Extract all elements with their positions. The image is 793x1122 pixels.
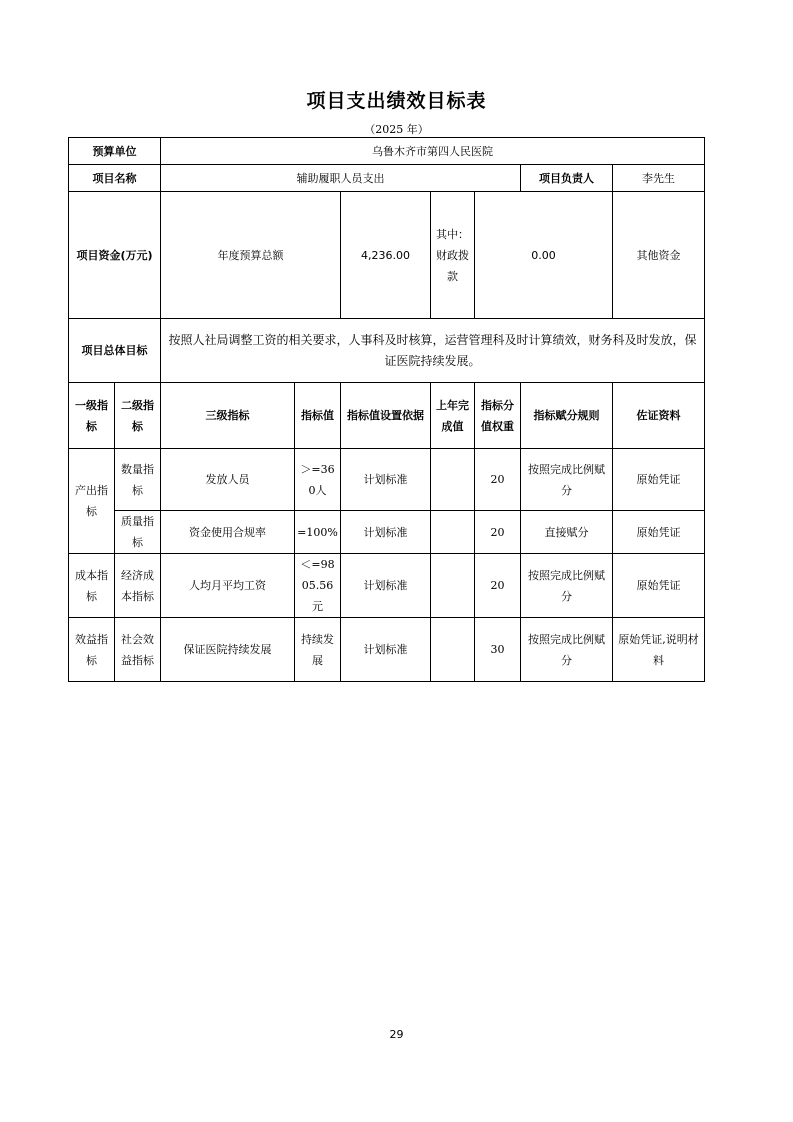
row-value: =100% [295, 511, 341, 554]
table-row [69, 511, 705, 554]
table-row [69, 618, 705, 682]
header-value: 指标值 [295, 383, 341, 449]
row-level3: 人均月平均工资 [161, 554, 295, 618]
row-value: ＞=360人 [295, 449, 341, 511]
performance-table [68, 137, 705, 682]
other-funds-label: 其他资金 [613, 192, 705, 319]
row-weight: 20 [475, 511, 521, 554]
header-rule: 指标赋分规则 [521, 383, 613, 449]
row-weight: 30 [475, 618, 521, 682]
header-level2: 二级指标 [115, 383, 161, 449]
row-evidence: 原始凭证 [613, 511, 705, 554]
row-rule: 按照完成比例赋分 [521, 554, 613, 618]
annual-budget-label: 年度预算总额 [161, 192, 341, 319]
row-weight: 20 [475, 554, 521, 618]
row-evidence: 原始凭证 [613, 554, 705, 618]
row-rule: 直接赋分 [521, 511, 613, 554]
header-row [69, 383, 705, 449]
row-last-year [431, 449, 475, 511]
row-rule: 按照完成比例赋分 [521, 449, 613, 511]
row-basis: 计划标准 [341, 511, 431, 554]
header-basis: 指标值设置依据 [341, 383, 431, 449]
funds-row [69, 192, 705, 319]
row-level3: 资金使用合规率 [161, 511, 295, 554]
row-last-year [431, 618, 475, 682]
budget-unit-value: 乌鲁木齐市第四人民医院 [161, 138, 705, 165]
fiscal-allocation-value: 0.00 [475, 192, 613, 319]
page-number: 29 [389, 1028, 404, 1041]
row-level3: 发放人员 [161, 449, 295, 511]
page-title: 项目支出绩效目标表 [306, 90, 487, 112]
project-owner-label: 项目负责人 [521, 165, 613, 192]
project-owner-value: 李先生 [613, 165, 705, 192]
row-level1: 效益指标 [69, 618, 115, 682]
annual-budget-value: 4,236.00 [341, 192, 431, 319]
row-level1: 产出指标 [69, 449, 115, 554]
row-level2: 质量指标 [115, 511, 161, 554]
row-level3: 保证医院持续发展 [161, 618, 295, 682]
row-evidence: 原始凭证 [613, 449, 705, 511]
row-basis: 计划标准 [341, 449, 431, 511]
row-level2: 社会效益指标 [115, 618, 161, 682]
row-level2: 经济成本指标 [115, 554, 161, 618]
row-value: 持续发展 [295, 618, 341, 682]
row-evidence: 原始凭证,说明材料 [613, 618, 705, 682]
goal-row [69, 319, 705, 383]
row-last-year [431, 554, 475, 618]
budget-unit-label: 预算单位 [69, 138, 161, 165]
row-weight: 20 [475, 449, 521, 511]
row-value: ＜=9805.56元 [295, 554, 341, 618]
budget-unit-row [69, 138, 705, 165]
header-level3: 三级指标 [161, 383, 295, 449]
table-row [69, 449, 705, 511]
row-basis: 计划标准 [341, 618, 431, 682]
header-level1: 一级指标 [69, 383, 115, 449]
year-label: （2025 年） [364, 123, 429, 136]
project-name-value: 辅助履职人员支出 [161, 165, 521, 192]
row-level2: 数量指标 [115, 449, 161, 511]
goal-label: 项目总体目标 [69, 319, 161, 383]
project-name-row [69, 165, 705, 192]
row-rule: 按照完成比例赋分 [521, 618, 613, 682]
row-basis: 计划标准 [341, 554, 431, 618]
goal-text: 按照人社局调整工资的相关要求，人事科及时核算，运营管理科及时计算绩效，财务科及时发放，保证医院持续发展。 [161, 319, 705, 383]
table-row [69, 554, 705, 618]
header-evidence: 佐证资料 [613, 383, 705, 449]
row-last-year [431, 511, 475, 554]
header-weight: 指标分值权重 [475, 383, 521, 449]
row-level1: 成本指标 [69, 554, 115, 618]
fiscal-allocation-label: 其中：财政拨款 [431, 192, 475, 319]
header-last-year: 上年完成值 [431, 383, 475, 449]
project-name-label: 项目名称 [69, 165, 161, 192]
funds-label: 项目资金(万元) [69, 192, 161, 319]
